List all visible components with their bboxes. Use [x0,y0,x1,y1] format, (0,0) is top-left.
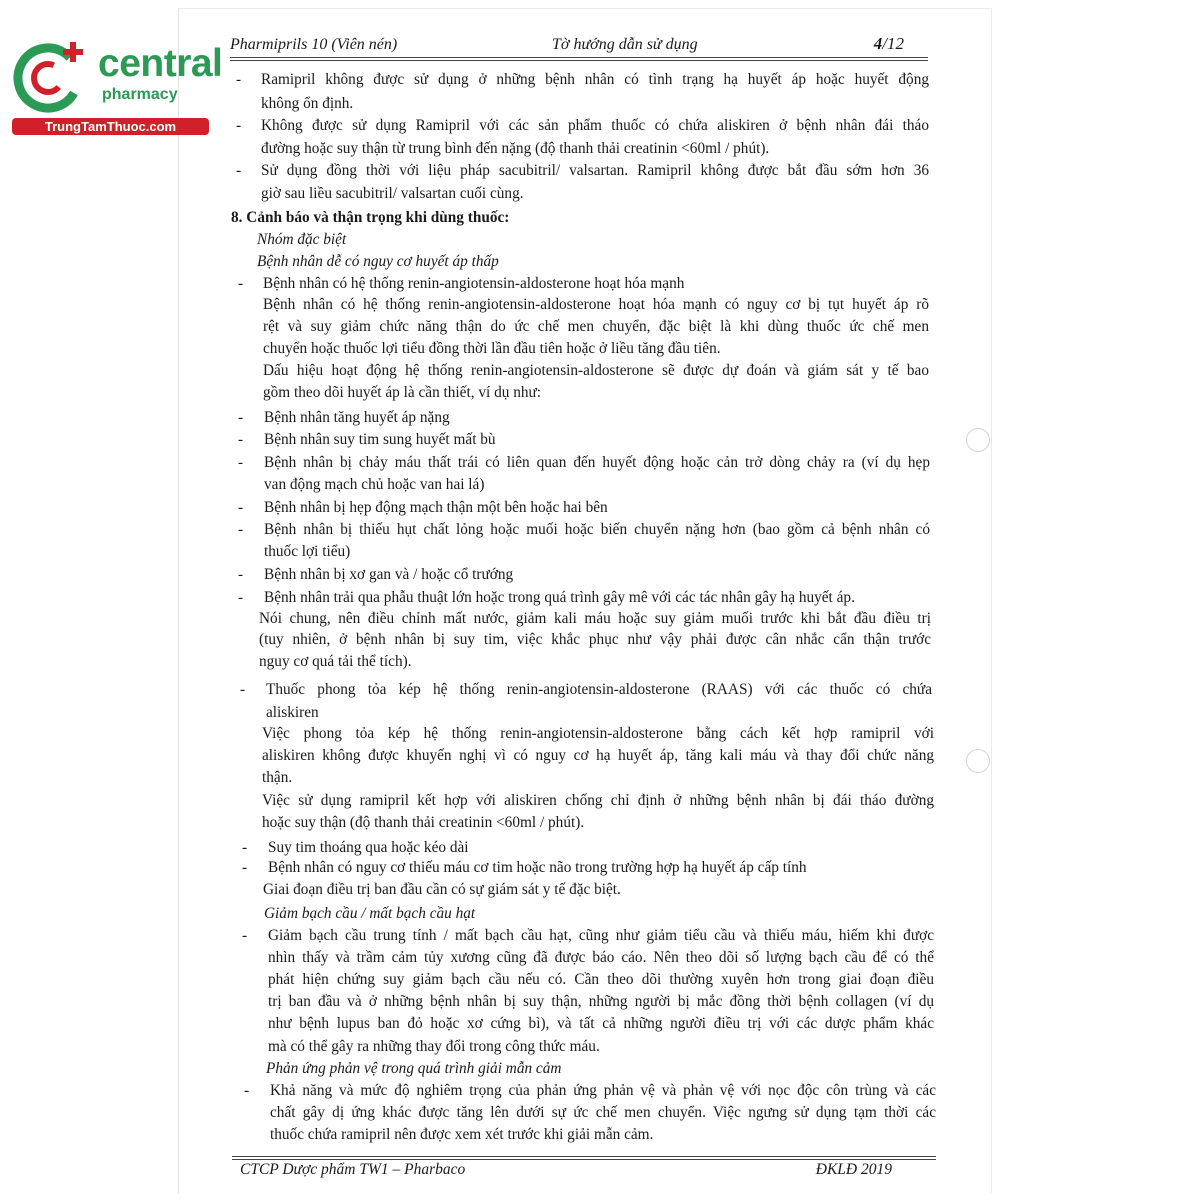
text-line: Khả năng và mức độ nghiêm trọng của phản ứng phản vệ và phản vệ với nọc độc côn trùng và các [270,1082,936,1099]
text-line: nhìn thấy và trầm cảm tủy xương cũng đã được báo cáo. Nên theo dõi số lượng bạch cầu để có thể [268,949,934,966]
text-line: chuyển hoặc thuốc lợi tiểu đồng thời lần đầu tiên hoặc ở liều tăng đầu tiên. [263,340,721,357]
text-line: Bệnh nhân bị xơ gan và / hoặc cổ trướng [264,566,514,583]
text-line: Bệnh nhân có hệ thống renin-angiotensin-aldosterone hoạt hóa mạnh [263,275,685,292]
text-line: Bệnh nhân suy tim sung huyết mất bù [264,431,496,448]
bullet: - [240,681,246,698]
bullet: - [242,927,248,944]
text-line: thận. [262,769,293,786]
text-line: van động mạch chủ hoặc van hai lá) [264,476,485,493]
text-line: Thuốc phong tỏa kép hệ thống renin-angiotensin-aldosterone (RAAS) với các thuốc có chứa [266,681,932,698]
text-line: thuốc lợi tiểu) [264,543,351,560]
text-line: Việc phong tỏa kép hệ thống renin-angiotensin-aldosterone bằng cách kết hợp ramipril với [262,725,934,742]
bullet: - [238,409,244,426]
text-line: Bệnh nhân có nguy cơ thiếu máu cơ tim hoặc não trong trường hợp hạ huyết áp cấp tính [268,859,807,876]
bullet: - [242,839,248,856]
text-line: Suy tim thoáng qua hoặc kéo dài [268,839,469,856]
text-line: Ramipril không được sử dụng ở những bệnh nhân có tình trạng hạ huyết áp hoặc huyết động [261,71,929,88]
text-line: Giai đoạn điều trị ban đầu cần có sự giám sát y tế đặc biệt. [263,881,621,898]
text-line: Bệnh nhân bị chảy máu thất trái có liên quan đến huyết động hoặc cản trở dòng chảy ra (ví dụ hẹp [264,454,930,471]
footer-rule [232,1156,936,1157]
text-line: Bệnh nhân bị hẹp động mạch thận một bên hoặc hai bên [264,499,608,516]
text-line: Bệnh nhân bị thiếu hụt chất lỏng hoặc muối hoặc biến chuyển nặng hơn (bao gồm cả bệnh nhân có [264,521,930,538]
punch-hole [966,428,990,452]
text-line: đường hoặc suy thận từ trung bình đến nặng (độ thanh thải creatinin <60ml / phút). [261,140,770,157]
text-line: aliskiren [266,704,319,721]
section-heading: 8. Cảnh báo và thận trọng khi dùng thuốc: [231,209,510,226]
text-line: giờ sau liều sacubitril/ valsartan cuối cùng. [261,185,524,202]
footer-rule-double [232,1159,936,1160]
bullet: - [238,454,244,471]
text-line: aliskiren không được khuyến nghị vì có nguy cơ hạ huyết áp, tăng kali máu và thay đổi chức năng [262,747,934,764]
text-line: thuốc chứa ramipril nên được xem xét trước khi giải mẫn cảm. [270,1126,654,1143]
subheading: Bệnh nhân dễ có nguy cơ huyết áp thấp [257,253,499,270]
bullet: - [238,521,244,538]
text-line: hoặc suy thận (độ thanh thải creatinin <60ml / phút). [262,814,585,831]
text-line: (tuy nhiên, ở bệnh nhân bị suy tim, việc khắc phục như vậy phải được cân nhắc cẩn thận trước [259,631,931,648]
punch-hole [966,749,990,773]
bullet: - [238,431,244,448]
subheading: Phản ứng phản vệ trong quá trình giải mẫn cảm [266,1060,562,1077]
company-name: CTCP Dược phẩm TW1 – Pharbaco [240,1161,466,1178]
brand-subtitle: pharmacy [102,86,178,103]
text-line: như bệnh lupus ban đỏ hoặc xơ cứng bì), và tất cả những người điều trị với các dược phẩm khác [268,1015,934,1032]
text-line: Bệnh nhân trải qua phẫu thuật lớn hoặc trong quá trình gây mê với các tác nhân gây hạ huyết áp. [264,589,855,606]
bullet: - [238,589,244,606]
text-line: gồm theo dõi huyết áp là cần thiết, ví dụ như: [263,384,542,401]
text-line: Dấu hiệu hoạt động hệ thống renin-angiotensin-aldosterone sẽ được dự đoán và giám sát y tế bao [263,362,929,379]
text-line: Sử dụng đồng thời với liệu pháp sacubitril/ valsartan. Ramipril không được bắt đầu sớm hơn 36 [261,162,929,179]
text-line: Việc sử dụng ramipril kết hợp với aliskiren chống chỉ định ở những bệnh nhân bị đái tháo đường [262,792,934,809]
bullet: - [238,499,244,516]
text-line: không ổn định. [261,95,354,112]
subheading: Nhóm đặc biệt [257,231,347,248]
bullet: - [236,162,242,179]
text-line: nguy cơ quá tải thể tích). [259,653,412,670]
text-line: Giảm bạch cầu trung tính / mất bạch cầu hạt, cũng như giảm tiểu cầu và thiếu máu, hiếm khi được [268,927,934,944]
text-line: chất gây dị ứng khác được tăng lên dưới sự ức chế men chuyển. Việc ngưng sử dụng tạm thời các [270,1104,936,1121]
text-line: rệt và suy giảm chức năng thận do ức chế men chuyển, đặc biệt là khi dùng thuốc ức chế men [263,318,929,335]
text-line: trị ban đầu và ở những bệnh nhân bị suy thận, những người bị mắc đồng thời bệnh collagen (ví dụ [268,993,934,1010]
text-line: mà có thể gây ra những thay đổi trong công thức máu. [268,1038,600,1055]
registration: ĐKLĐ 2019 [815,1161,892,1178]
bullet: - [242,859,248,876]
bullet: - [244,1082,250,1099]
text-line: Không được sử dụng Ramipril với các sản phẩm thuốc có chứa aliskiren ở bệnh nhân đái tháo [261,117,929,134]
bullet: - [236,117,242,134]
text-line: Nói chung, nên điều chỉnh mất nước, giảm kali máu hoặc suy giảm muối trước khi bắt đầu điều trị [259,610,931,627]
subheading: Giảm bạch cầu / mất bạch cầu hạt [264,905,476,922]
site-url-badge[interactable]: TrungTamThuoc.com [12,118,209,135]
bullet: - [236,71,242,88]
bullet: - [238,566,244,583]
text-line: Bệnh nhân có hệ thống renin-angiotensin-aldosterone hoạt hóa mạnh có nguy cơ bị tụt huyết áp rõ [263,296,929,313]
text-line: Bệnh nhân tăng huyết áp nặng [264,409,450,426]
page-current: 4 [873,34,883,53]
text-line: phát hiện chứng suy giảm bạch cầu nếu có. Cần theo dõi thường xuyên hơn trong giai đoạn điều [268,971,934,988]
product-name: Pharmiprils 10 (Viên nén) [230,36,398,53]
brand-name: central [98,42,223,85]
bullet: - [238,275,244,292]
page-total: /12 [882,34,904,53]
document-type: Tờ hướng dẫn sử dụng [552,36,698,53]
